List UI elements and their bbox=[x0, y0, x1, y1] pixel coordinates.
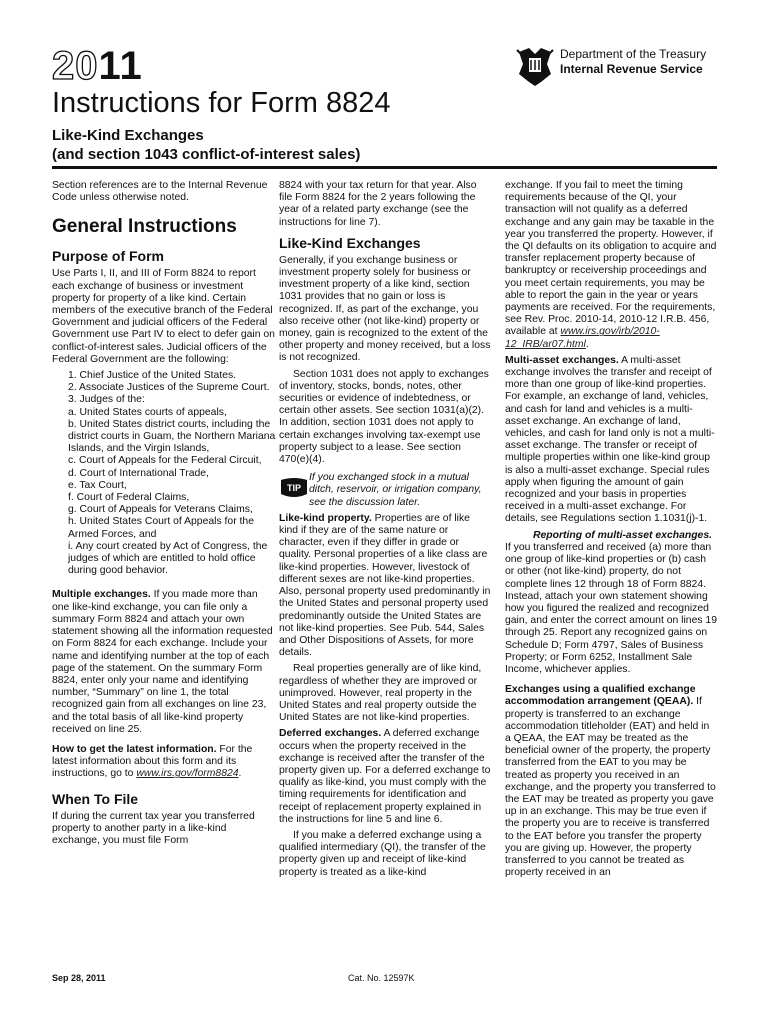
when-to-file-paragraph: If during the current tax year you transferred property to another party in a like-kind exchange, you must file Form bbox=[52, 810, 255, 846]
reporting-label: Reporting of multi-asset exchanges. bbox=[533, 529, 712, 541]
list-item: d. Court of International Trade, bbox=[68, 467, 209, 479]
footer-date: Sep 28, 2011 bbox=[52, 973, 106, 983]
heading-when-to-file: When To File bbox=[52, 790, 139, 807]
list-item: g. Court of Appeals for Veterans Claims, bbox=[68, 504, 253, 516]
like-kind-paragraph: Generally, if you exchange business or investment property solely for business or investment property of a like kind, section 1031 provides that no gain or loss is recognized. If, as part of the exchange, you also receive other (not like-kind) property or money, gain is recognized to the extent of the other property and money received, but a loss is not recognized. bbox=[279, 254, 491, 364]
qualified-intermediary-paragraph: If you make a deferred exchange using a qualified intermediary (QI), the transfer of the property given up and receipt of like-kind property is treated as a like-kind bbox=[279, 829, 486, 878]
year-outline-digits: 20 bbox=[52, 44, 99, 88]
tip-text: If you exchanged stock in a mutual ditch, reservoir, or irrigation company, see the discussion later. bbox=[309, 472, 482, 508]
continued-paragraph: 8824 with your tax return for that year. Also file Form 8824 for the 2 years following the year of a related party exchange (see the instructions for line 7). bbox=[279, 180, 477, 228]
column-3 bbox=[505, 180, 717, 883]
page-subtitle bbox=[52, 126, 360, 164]
multi-asset-text: A multi-asset exchange involves the transfer and receipt of more than one group of like-kind properties. For example, an exchange of land, vehicles, and cash for land and vehicles is a multi-asset exchange. An exchange of land, vehicles, and cash for land only is not a multi-asset exchange. The transfer or receipt of multiple properties within one like-kind group is also a multi-asset exchange. Special rules apply when figuring the amount of gain recognized and your basis in properties received in a multi-asset exchange. For details, see Regulations section 1.1031(j)-1. bbox=[505, 354, 715, 525]
tip-box bbox=[279, 472, 491, 509]
heading-like-kind-exchanges: Like-Kind Exchanges bbox=[279, 234, 421, 251]
header-divider bbox=[52, 166, 717, 169]
latest-info-text: For the latest information about this form and its instructions, go to bbox=[52, 743, 253, 780]
heading-general-instructions: General Instructions bbox=[52, 216, 237, 238]
form-year bbox=[52, 46, 143, 86]
irs-eagle-seal-icon bbox=[515, 44, 555, 88]
list-item: a. United States courts of appeals, bbox=[68, 406, 227, 418]
heading-purpose-of-form: Purpose of Form bbox=[52, 248, 165, 265]
multi-asset-label: Multi-asset exchanges. bbox=[505, 354, 619, 366]
list-item: c. Court of Appeals for the Federal Circuit, bbox=[68, 455, 262, 467]
like-kind-property-paragraph bbox=[279, 513, 491, 659]
deferred-exchanges-label: Deferred exchanges. bbox=[279, 728, 382, 740]
year-solid-digits: 11 bbox=[98, 44, 143, 88]
like-kind-property-text: Properties are of like kind if they are of the same nature or character, even if they differ in grade or quality. Personal properties of a like class are like-kind properties. However, livestock of different sexes are not like-kind properties. Also, personal property used predominantly in the United States and personal property used predominantly outside the United States are not like-kind properties. See Pub. 544, Sales and Other Dispositions of Assets, for more details. bbox=[279, 512, 491, 659]
column-1 bbox=[52, 180, 277, 851]
rev-proc-link[interactable]: www.irs.gov/irb/2010-12_IRB/ar07.html bbox=[505, 326, 660, 350]
department-name: Department of the Treasury bbox=[560, 47, 707, 61]
list-item: 1. Chief Justice of the United States. bbox=[68, 370, 237, 382]
timing-paragraph: exchange. If you fail to meet the timing requirements because of the QI, your transaction will not qualify as a deferred exchange and any gain may be taxable in the year you transferred the property. However, if the QI defaults on its obligation to acquire and transfer replacement property because of bankruptcy or receivership proceedings and you meet certain requirements, you may be able to report the gain in the year or years payments are received. For the requirements, see Rev. Proc. 2010-14, 2010-12 I.R.B. 456, available at www.irs.gov/irb/2010-12_IRB/ar07.html. bbox=[505, 180, 717, 350]
tip-label: TIP bbox=[286, 483, 302, 494]
subtitle-line-2: (and section 1043 conflict-of-interest sales) bbox=[52, 146, 361, 163]
agency-name: Internal Revenue Service bbox=[560, 62, 703, 76]
qeaa-label: Exchanges using a qualified exchange accommodation arrangement (QEAA). bbox=[505, 684, 696, 708]
multiple-exchanges-paragraph bbox=[52, 589, 277, 735]
qeaa-text: If property is transferred to an exchange accommodation titleholder (EAT) and held in a QEAA, the EAT may be treated as the beneficial owner of the property, the property transferred from the EAT to you may be treated as property you received in an exchange, and the property you transferred to the EAT may be treated as property you gave up in an exchange. This may be true even if the property you are to receive is transferred to the EAT before you transfer the property you are giving up. However, the property transferred to you cannot be treated as property received in an bbox=[505, 696, 716, 879]
list-item: i. Any court created by Act of Congress, the judges of which are entitled to hold office during good behavior. bbox=[68, 540, 268, 577]
real-property-paragraph: Real properties generally are of like kind, regardless of whether they are improved or unimproved. However, real property in the United States and real property outside the United States are not like-kind properties. bbox=[279, 663, 482, 724]
multiple-exchanges-label: Multiple exchanges. bbox=[52, 589, 151, 601]
latest-info-label: How to get the latest information. bbox=[52, 743, 217, 755]
intro-paragraph: Section references are to the Internal Revenue Code unless otherwise noted. bbox=[52, 180, 268, 204]
reporting-text: If you transferred and received (a) more than one group of like-kind properties or (b) cash or other (not like-kind) property, do not complete lines 12 through 18 of Form 8824. Instead, attach your own statement showing how you figured the realized and recognized gain, and enter the correct amount on lines 19 through 25. Report any recognized gains on Schedule D; Form 4797, Sales of Business Property; or Form 6252, Installment Sale Income, whichever applies. bbox=[505, 541, 717, 675]
timing-text: exchange. If you fail to meet the timing requirements because of the QI, your transaction will not qualify as a deferred exchange and any gain may be taxable in the year you transferred the property. However, if the QI defaults on its obligation to acquire and transfer replacement property because of bankruptcy or receivership proceedings and you meet certain requirements, you may be able to report the gain in the year or years payments are received. For the requirements, see Rev. Proc. 2010-14, 2010-12 I.R.B. 456, available at bbox=[505, 180, 717, 338]
deferred-exchanges-paragraph bbox=[279, 728, 491, 826]
list-item: 2. Associate Justices of the Supreme Court. bbox=[68, 382, 270, 394]
column-2 bbox=[279, 180, 491, 883]
reporting-paragraph bbox=[505, 530, 717, 676]
agency-block bbox=[560, 47, 706, 77]
qeaa-paragraph bbox=[505, 684, 717, 879]
like-kind-property-label: Like-kind property. bbox=[279, 512, 372, 524]
multiple-exchanges-text: If you made more than one like-kind exchange, you can file only a summary Form 8824 and attach your own statement showing all the information requested on Form 8824 for each exchange. Include your name and identifying number at the top of each page of the statement. On the summary Form 8824, enter only your name and identifying number, “Summary” on line 1, the total recognized gain from all exchanges on line 23, and the total basis of all like-kind property received on line 25. bbox=[52, 589, 273, 735]
purpose-paragraph: Use Parts I, II, and III of Form 8824 to report each exchange of business or investment property for property of a like kind. Certain members of the executive branch of the Federal Government and judicial officers of the Federal Government use Part IV to elect to defer gain on conflict-of-interest sales. Judicial officers of the Federal Government are the following: bbox=[52, 268, 275, 365]
form8824-link[interactable]: www.irs.gov/form8824 bbox=[136, 768, 239, 780]
subtitle-line-1: Like-Kind Exchanges bbox=[52, 127, 204, 144]
list-item: h. United States Court of Appeals for the Armed Forces, and bbox=[68, 516, 254, 540]
page-title: Instructions for Form 8824 bbox=[52, 87, 391, 119]
multi-asset-paragraph bbox=[505, 355, 717, 526]
deferred-exchanges-text: A deferred exchange occurs when the property received in the exchange is received after the transfer of the property given up. For a deferred exchange to qualify as like-kind, you must comply with the timing requirements for identification and receipt of replacement property explained in the instructions for line 5 and line 6. bbox=[279, 728, 491, 825]
list-item: e. Tax Court, bbox=[68, 479, 127, 491]
latest-info-paragraph: How to get the latest information. For the latest information about this form and its instructions, go to www.irs.gov/form8824. bbox=[52, 743, 253, 780]
tip-icon bbox=[279, 476, 309, 500]
footer-catalog-number: Cat. No. 12597K bbox=[348, 973, 415, 983]
list-item: 3. Judges of the: bbox=[68, 394, 145, 406]
list-item: f. Court of Federal Claims, bbox=[68, 492, 190, 504]
section-1031-paragraph: Section 1031 does not apply to exchanges of inventory, stocks, bonds, notes, other securities or evidence of indebtedness, or certain other assets. See section 1031(a)(2). In addition, section 1031 does not apply to certain exchanges involving tax-exempt use property subject to a lease. See section 470(e)(4). bbox=[279, 368, 489, 466]
list-item: b. United States district courts, including the district courts in Guam, the Northern Mariana Islands, and the Virgin Islands, bbox=[68, 418, 276, 455]
